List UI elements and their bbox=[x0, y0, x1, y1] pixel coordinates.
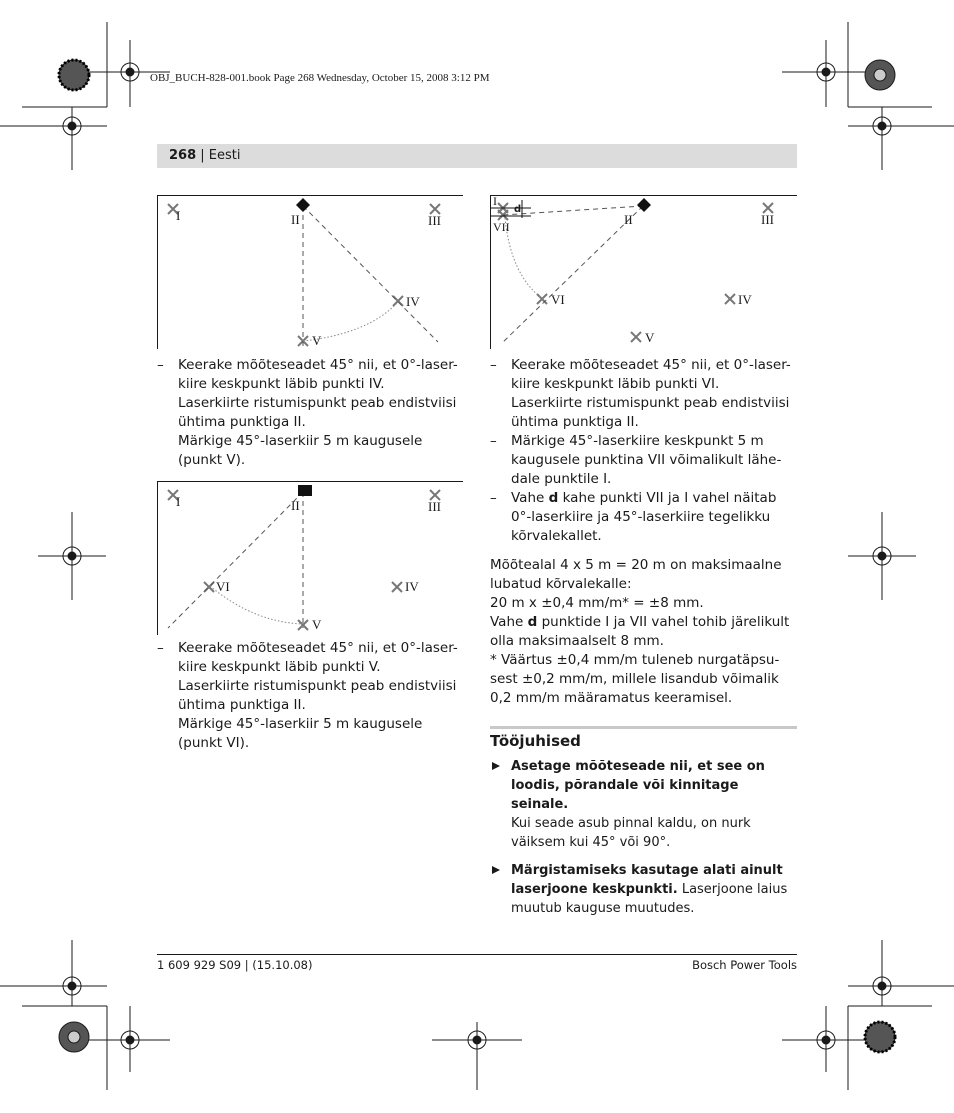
triangle-bullet-icon bbox=[492, 866, 500, 874]
point-label-III: III bbox=[428, 499, 441, 514]
step-item: – Keerake mõõteseadet 45° nii, et 0°-laser- kiire keskpunkt läbib punkti VI. Laserkiirte ristumispunkt peab endistviisi ühtima punktiga II. bbox=[490, 357, 791, 430]
left-steps-1 bbox=[157, 356, 467, 470]
footer-doc-number: 1 609 929 S09 | (15.10.08) bbox=[157, 958, 313, 972]
header-separator: | bbox=[196, 148, 209, 163]
starburst-mark-icon bbox=[59, 60, 89, 90]
point-label-III: III bbox=[761, 212, 774, 227]
point-label-V: V bbox=[312, 617, 322, 632]
point-label-II: II bbox=[291, 498, 300, 513]
starburst-mark-icon bbox=[59, 1022, 89, 1052]
section-title: Tööjuhised bbox=[490, 732, 581, 750]
point-label-II: II bbox=[624, 212, 633, 227]
file-info-line: OBJ_BUCH-828-001.book Page 268 Wednesday, October 15, 2008 3:12 PM bbox=[150, 72, 490, 84]
deviation-label-d: d bbox=[514, 204, 522, 215]
step-item: – Keerake mõõteseadet 45° nii, et 0°-laser- kiire keskpunkt läbib punkti V. Laserkiirte ristumispunkt peab endistviisi ühtima punktiga II. Märkige 45°-laserkiir 5 m kaugusele (punkt VI). bbox=[157, 640, 458, 751]
footer-divider bbox=[157, 954, 797, 955]
footer-brand: Bosch Power Tools bbox=[692, 958, 797, 972]
step-item: – Vahe d kahe punkti VII ja I vahel näitab 0°-laserkiire ja 45°-laserkiire tegelikku kõrvalekallet. bbox=[490, 490, 777, 544]
point-label-IV: IV bbox=[405, 579, 419, 594]
tolerance-note: Mõõtealal 4 x 5 m = 20 m on maksimaalne lubatud kõrvalekalle: 20 m x ±0,4 mm/m* = ±8 mm. Vahe d punktide I ja VII vahel tohib järelikult olla maksimaalselt 8 mm. * Väärtus ±0,4 mm/m tuleneb nurgatäpsu- sest ±0,2 mm/m, millele lisandub võimalik 0,2 mm/m määramatus keeramisel. bbox=[490, 557, 790, 706]
figure-2 bbox=[157, 481, 463, 635]
point-label-IV: IV bbox=[406, 294, 420, 309]
starburst-mark-icon bbox=[865, 60, 895, 90]
point-label-VII: VII bbox=[493, 220, 510, 234]
header-language: Eesti bbox=[208, 148, 241, 163]
work-instructions bbox=[490, 757, 800, 918]
point-label-V: V bbox=[312, 333, 322, 348]
point-label-V: V bbox=[645, 330, 655, 345]
triangle-bullet-icon bbox=[492, 762, 500, 770]
step-item: – Keerake mõõteseadet 45° nii, et 0°-laser- kiire keskpunkt läbib punkti IV. Laserkiirte ristumispunkt peab endistviisi ühtima punktiga II. Märkige 45°-laserkiir 5 m kaugusele (punkt V). bbox=[157, 357, 458, 468]
page-number: 268 bbox=[169, 148, 197, 163]
point-label-VI: VI bbox=[216, 579, 230, 594]
figure-3 bbox=[490, 195, 797, 349]
point-label-I: I bbox=[176, 208, 181, 223]
point-label-VI: VI bbox=[551, 292, 565, 307]
point-label-III: III bbox=[428, 213, 441, 228]
figure-1 bbox=[157, 195, 463, 349]
right-steps bbox=[490, 356, 800, 546]
section-divider bbox=[490, 726, 797, 729]
starburst-mark-icon bbox=[865, 1022, 895, 1052]
point-label-I: I bbox=[493, 194, 497, 208]
page-header bbox=[157, 144, 797, 168]
bullet-item: Märgistamiseks kasutage alati ainult laserjoone keskpunkti. Laserjoone laius muutub kauguse muutudes. bbox=[490, 861, 800, 918]
point-label-II: II bbox=[291, 212, 300, 227]
left-steps-2 bbox=[157, 639, 467, 753]
point-label-I: I bbox=[176, 494, 181, 509]
point-label-IV: IV bbox=[738, 292, 752, 307]
step-item: – Märkige 45°-laserkiire keskpunkt 5 m kaugusele punktina VII võimalikult lähe- dale punktile I. bbox=[490, 433, 782, 487]
bullet-item: Asetage mõõteseade nii, et see on loodis, põrandale või kinnitage seinale. Kui seade asub pinnal kaldu, on nurk väiksem kui 45° või 90°. bbox=[490, 757, 800, 852]
